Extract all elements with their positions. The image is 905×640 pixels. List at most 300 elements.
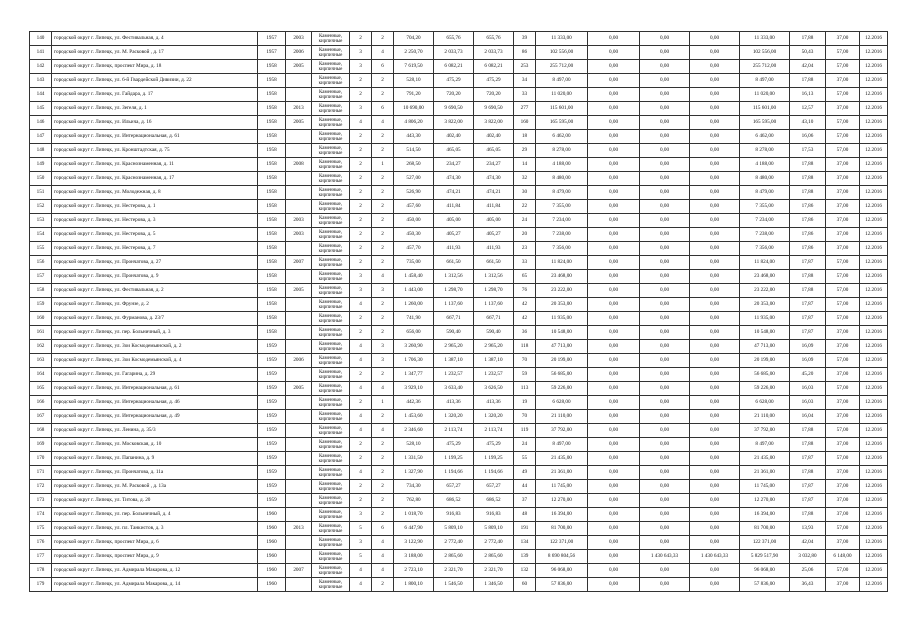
cell-regional-funds: 0,00 xyxy=(640,312,690,326)
cell-unit-cost: 3 032,80 xyxy=(790,550,826,564)
cell-total-area: 528,10 xyxy=(394,438,434,452)
cell-living-area: 405,27 xyxy=(434,228,474,242)
cell-address: городской округ г. Липецк, ул. пер. Больничный, д. 3 xyxy=(52,326,258,340)
cell-residential-area: 1 194,66 xyxy=(474,466,514,480)
table-row xyxy=(30,326,888,340)
cell-year-renovated: 2005 xyxy=(286,284,312,298)
cell-year-renovated: 2006 xyxy=(286,354,312,368)
cell-max-unit-cost: 57,00 xyxy=(826,298,860,312)
cell-residential-area: 1 232,57 xyxy=(474,368,514,382)
cell-owner-funds: 56 685,00 xyxy=(740,368,790,382)
table-row xyxy=(30,144,888,158)
cell-year-renovated: 2005 xyxy=(286,116,312,130)
table-row xyxy=(30,214,888,228)
cell-residential-area: 1 137,60 xyxy=(474,298,514,312)
cell-owner-funds: 7 234,00 xyxy=(740,214,790,228)
cell-owner-funds: 11 824,00 xyxy=(740,256,790,270)
cell-planned-date: 12.2016 xyxy=(860,242,888,256)
cell-living-area: 1 387,10 xyxy=(434,354,474,368)
cell-total-cost: 8 497,00 xyxy=(536,438,588,452)
cell-total-area: 6 447,90 xyxy=(394,522,434,536)
cell-total-cost: 11 020,00 xyxy=(536,88,588,102)
cell-residential-area: 2 865,60 xyxy=(474,550,514,564)
cell-wall-material: Каменные, кирпичные xyxy=(312,466,350,480)
cell-regional-funds: 0,00 xyxy=(640,298,690,312)
cell-year-renovated: 2003 xyxy=(286,32,312,46)
cell-row-number: 179 xyxy=(30,578,52,592)
cell-wall-material: Каменные, кирпичные xyxy=(312,522,350,536)
cell-federal-funds: 0,00 xyxy=(588,326,640,340)
cell-entrances: 6 xyxy=(372,60,394,74)
cell-year-renovated xyxy=(286,144,312,158)
cell-residential-area: 590,40 xyxy=(474,326,514,340)
cell-address: городской округ г. Липецк, ул. Адмирала Макарова, д. 14 xyxy=(52,578,258,592)
cell-living-area: 1 320,20 xyxy=(434,410,474,424)
cell-owner-funds: 96 068,00 xyxy=(740,564,790,578)
cell-federal-funds: 0,00 xyxy=(588,214,640,228)
cell-floors: 4 xyxy=(350,354,372,368)
cell-regional-funds: 0,00 xyxy=(640,60,690,74)
cell-federal-funds: 0,00 xyxy=(588,270,640,284)
cell-row-number: 144 xyxy=(30,88,52,102)
cell-total-area: 735,00 xyxy=(394,256,434,270)
cell-municipal-funds: 0,00 xyxy=(690,74,740,88)
cell-residents: 132 xyxy=(514,564,536,578)
cell-residents: 29 xyxy=(514,144,536,158)
cell-regional-funds: 0,00 xyxy=(640,564,690,578)
cell-wall-material: Каменные, кирпичные xyxy=(312,158,350,172)
cell-row-number: 146 xyxy=(30,116,52,130)
cell-total-area: 514,50 xyxy=(394,144,434,158)
cell-year-renovated xyxy=(286,130,312,144)
cell-municipal-funds: 0,00 xyxy=(690,144,740,158)
cell-planned-date: 12.2016 xyxy=(860,564,888,578)
cell-municipal-funds: 0,00 xyxy=(690,340,740,354)
cell-unit-cost: 17,88 xyxy=(790,158,826,172)
cell-total-cost: 11 935,00 xyxy=(536,312,588,326)
cell-unit-cost: 16,13 xyxy=(790,88,826,102)
cell-regional-funds: 0,00 xyxy=(640,74,690,88)
cell-total-area: 1 706,30 xyxy=(394,354,434,368)
cell-living-area: 3 822,00 xyxy=(434,116,474,130)
cell-floors: 2 xyxy=(350,158,372,172)
cell-wall-material: Каменные, кирпичные xyxy=(312,270,350,284)
cell-total-area: 3 929,10 xyxy=(394,382,434,396)
cell-max-unit-cost: 37,00 xyxy=(826,32,860,46)
cell-year-built: 1958 xyxy=(258,312,286,326)
cell-year-built: 1959 xyxy=(258,382,286,396)
cell-regional-funds: 1 430 643,33 xyxy=(640,550,690,564)
cell-max-unit-cost: 57,00 xyxy=(826,424,860,438)
cell-residential-area: 655,76 xyxy=(474,32,514,46)
cell-owner-funds: 21 361,00 xyxy=(740,466,790,480)
cell-living-area: 474,30 xyxy=(434,172,474,186)
cell-municipal-funds: 0,00 xyxy=(690,536,740,550)
cell-total-cost: 6 628,00 xyxy=(536,396,588,410)
cell-total-cost: 23 222,00 xyxy=(536,284,588,298)
cell-owner-funds: 11 935,00 xyxy=(740,312,790,326)
cell-entrances: 4 xyxy=(372,424,394,438)
cell-row-number: 175 xyxy=(30,522,52,536)
cell-row-number: 164 xyxy=(30,368,52,382)
cell-floors: 2 xyxy=(350,494,372,508)
cell-planned-date: 12.2016 xyxy=(860,74,888,88)
cell-max-unit-cost: 37,00 xyxy=(826,508,860,522)
cell-floors: 4 xyxy=(350,424,372,438)
cell-row-number: 150 xyxy=(30,172,52,186)
cell-total-cost: 21 361,00 xyxy=(536,466,588,480)
table-row xyxy=(30,522,888,536)
cell-floors: 4 xyxy=(350,116,372,130)
cell-floors: 2 xyxy=(350,88,372,102)
cell-planned-date: 12.2016 xyxy=(860,452,888,466)
cell-year-renovated: 2005 xyxy=(286,60,312,74)
cell-residents: 44 xyxy=(514,480,536,494)
cell-federal-funds: 0,00 xyxy=(588,130,640,144)
cell-planned-date: 12.2016 xyxy=(860,494,888,508)
table-row xyxy=(30,550,888,564)
cell-total-cost: 20 199,00 xyxy=(536,354,588,368)
cell-municipal-funds: 0,00 xyxy=(690,32,740,46)
cell-total-cost: 11 745,00 xyxy=(536,480,588,494)
cell-address: городской округ г. Липецк, ул. Фестивальная, д. 4 xyxy=(52,32,258,46)
cell-owner-funds: 255 712,00 xyxy=(740,60,790,74)
table-row xyxy=(30,410,888,424)
cell-max-unit-cost: 57,00 xyxy=(826,130,860,144)
cell-living-area: 2 965,20 xyxy=(434,340,474,354)
cell-living-area: 661,50 xyxy=(434,256,474,270)
cell-living-area: 405,00 xyxy=(434,214,474,228)
cell-row-number: 147 xyxy=(30,130,52,144)
cell-owner-funds: 5 829 517,90 xyxy=(740,550,790,564)
cell-planned-date: 12.2016 xyxy=(860,60,888,74)
cell-municipal-funds: 0,00 xyxy=(690,410,740,424)
cell-year-renovated: 2003 xyxy=(286,228,312,242)
cell-floors: 3 xyxy=(350,270,372,284)
cell-living-area: 9 690,50 xyxy=(434,102,474,116)
cell-address: городской округ г. Липецк, ул. Зои Космодемьянской, д. 4 xyxy=(52,354,258,368)
cell-planned-date: 12.2016 xyxy=(860,298,888,312)
cell-municipal-funds: 0,00 xyxy=(690,368,740,382)
cell-entrances: 2 xyxy=(372,186,394,200)
cell-residents: 39 xyxy=(514,32,536,46)
cell-row-number: 176 xyxy=(30,536,52,550)
cell-address: городской округ г. Липецк, проспект Мира, д. 9 xyxy=(52,550,258,564)
cell-floors: 4 xyxy=(350,340,372,354)
cell-residential-area: 3 822,00 xyxy=(474,116,514,130)
cell-unit-cost: 17,88 xyxy=(790,172,826,186)
cell-entrances: 2 xyxy=(372,130,394,144)
cell-max-unit-cost: 57,00 xyxy=(826,144,860,158)
cell-living-area: 1 137,60 xyxy=(434,298,474,312)
cell-municipal-funds: 0,00 xyxy=(690,312,740,326)
cell-floors: 2 xyxy=(350,452,372,466)
cell-federal-funds: 0,00 xyxy=(588,396,640,410)
cell-federal-funds: 0,00 xyxy=(588,452,640,466)
cell-year-built: 1959 xyxy=(258,480,286,494)
cell-unit-cost: 17,86 xyxy=(790,200,826,214)
cell-municipal-funds: 0,00 xyxy=(690,270,740,284)
cell-residential-area: 661,50 xyxy=(474,256,514,270)
cell-federal-funds: 0,00 xyxy=(588,46,640,60)
cell-residential-area: 667,71 xyxy=(474,312,514,326)
cell-wall-material: Каменные, кирпичные xyxy=(312,130,350,144)
cell-unit-cost: 17,87 xyxy=(790,312,826,326)
cell-address: городской округ г. Липецк, ул. М. Расковой , д. 13а xyxy=(52,480,258,494)
cell-residents: 118 xyxy=(514,340,536,354)
cell-unit-cost: 17,88 xyxy=(790,508,826,522)
cell-year-renovated xyxy=(286,578,312,592)
cell-regional-funds: 0,00 xyxy=(640,340,690,354)
cell-total-cost: 7 355,00 xyxy=(536,200,588,214)
cell-total-cost: 81 700,00 xyxy=(536,522,588,536)
cell-regional-funds: 0,00 xyxy=(640,158,690,172)
cell-total-area: 442,36 xyxy=(394,396,434,410)
cell-municipal-funds: 0,00 xyxy=(690,326,740,340)
cell-living-area: 2 772,40 xyxy=(434,536,474,550)
cell-entrances: 4 xyxy=(372,382,394,396)
cell-max-unit-cost: 57,00 xyxy=(826,256,860,270)
cell-total-cost: 16 394,00 xyxy=(536,508,588,522)
cell-floors: 2 xyxy=(350,228,372,242)
cell-living-area: 2 033,73 xyxy=(434,46,474,60)
cell-max-unit-cost: 37,00 xyxy=(826,368,860,382)
cell-living-area: 1 312,56 xyxy=(434,270,474,284)
cell-municipal-funds: 0,00 xyxy=(690,354,740,368)
cell-residential-area: 5 809,10 xyxy=(474,522,514,536)
cell-floors: 4 xyxy=(350,578,372,592)
cell-floors: 2 xyxy=(350,200,372,214)
cell-total-area: 528,10 xyxy=(394,74,434,88)
cell-residential-area: 402,40 xyxy=(474,130,514,144)
cell-year-built: 1959 xyxy=(258,340,286,354)
cell-row-number: 173 xyxy=(30,494,52,508)
cell-floors: 4 xyxy=(350,410,372,424)
cell-planned-date: 12.2016 xyxy=(860,88,888,102)
cell-row-number: 160 xyxy=(30,312,52,326)
cell-regional-funds: 0,00 xyxy=(640,480,690,494)
cell-municipal-funds: 0,00 xyxy=(690,466,740,480)
cell-year-renovated: 2003 xyxy=(286,214,312,228)
cell-owner-funds: 59 226,00 xyxy=(740,382,790,396)
cell-max-unit-cost: 57,00 xyxy=(826,116,860,130)
cell-row-number: 161 xyxy=(30,326,52,340)
cell-wall-material: Каменные, кирпичные xyxy=(312,186,350,200)
cell-owner-funds: 7 238,00 xyxy=(740,228,790,242)
cell-planned-date: 12.2016 xyxy=(860,186,888,200)
cell-total-area: 2 723,10 xyxy=(394,564,434,578)
cell-federal-funds: 0,00 xyxy=(588,438,640,452)
cell-max-unit-cost: 37,00 xyxy=(826,466,860,480)
cell-residents: 24 xyxy=(514,214,536,228)
cell-federal-funds: 0,00 xyxy=(588,340,640,354)
cell-year-built: 1958 xyxy=(258,228,286,242)
cell-municipal-funds: 0,00 xyxy=(690,88,740,102)
cell-entrances: 1 xyxy=(372,396,394,410)
cell-municipal-funds: 0,00 xyxy=(690,158,740,172)
cell-total-area: 10 690,00 xyxy=(394,102,434,116)
cell-total-area: 791,20 xyxy=(394,88,434,102)
cell-row-number: 167 xyxy=(30,410,52,424)
cell-total-cost: 11 333,00 xyxy=(536,32,588,46)
cell-living-area: 413,36 xyxy=(434,396,474,410)
cell-total-cost: 4 188,00 xyxy=(536,158,588,172)
cell-total-cost: 8 497,00 xyxy=(536,74,588,88)
cell-address: городской округ г. Липецк, ул. М. Расковой , д. 17 xyxy=(52,46,258,60)
cell-year-renovated xyxy=(286,396,312,410)
cell-residential-area: 413,36 xyxy=(474,396,514,410)
cell-residential-area: 475,29 xyxy=(474,74,514,88)
cell-municipal-funds: 0,00 xyxy=(690,480,740,494)
cell-total-area: 1 347,77 xyxy=(394,368,434,382)
cell-living-area: 2 865,60 xyxy=(434,550,474,564)
cell-regional-funds: 0,00 xyxy=(640,410,690,424)
cell-municipal-funds: 0,00 xyxy=(690,186,740,200)
cell-residents: 139 xyxy=(514,550,536,564)
cell-total-area: 1 458,40 xyxy=(394,270,434,284)
table-row xyxy=(30,312,888,326)
cell-max-unit-cost: 57,00 xyxy=(826,270,860,284)
cell-wall-material: Каменные, кирпичные xyxy=(312,368,350,382)
cell-total-area: 526,90 xyxy=(394,186,434,200)
table-row xyxy=(30,256,888,270)
cell-entrances: 2 xyxy=(372,326,394,340)
cell-max-unit-cost: 57,00 xyxy=(826,60,860,74)
cell-regional-funds: 0,00 xyxy=(640,214,690,228)
cell-regional-funds: 0,00 xyxy=(640,270,690,284)
cell-row-number: 171 xyxy=(30,466,52,480)
cell-regional-funds: 0,00 xyxy=(640,186,690,200)
cell-owner-funds: 8 480,00 xyxy=(740,172,790,186)
cell-planned-date: 12.2016 xyxy=(860,158,888,172)
cell-regional-funds: 0,00 xyxy=(640,466,690,480)
cell-planned-date: 12.2016 xyxy=(860,578,888,592)
cell-wall-material: Каменные, кирпичные xyxy=(312,564,350,578)
cell-total-area: 1 800,10 xyxy=(394,578,434,592)
cell-entrances: 2 xyxy=(372,74,394,88)
cell-row-number: 170 xyxy=(30,452,52,466)
cell-max-unit-cost: 57,00 xyxy=(826,564,860,578)
cell-municipal-funds: 0,00 xyxy=(690,298,740,312)
cell-max-unit-cost: 37,00 xyxy=(826,186,860,200)
cell-residents: 134 xyxy=(514,536,536,550)
cell-residential-area: 1 312,56 xyxy=(474,270,514,284)
cell-year-built: 1958 xyxy=(258,214,286,228)
cell-living-area: 475,29 xyxy=(434,74,474,88)
cell-floors: 3 xyxy=(350,284,372,298)
cell-year-built: 1958 xyxy=(258,298,286,312)
cell-year-renovated xyxy=(286,326,312,340)
cell-max-unit-cost: 57,00 xyxy=(826,88,860,102)
cell-federal-funds: 0,00 xyxy=(588,228,640,242)
cell-living-area: 667,71 xyxy=(434,312,474,326)
cell-municipal-funds: 0,00 xyxy=(690,578,740,592)
cell-address: городской округ г. Липецк, ул. Фестивальная, д. 2 xyxy=(52,284,258,298)
cell-year-renovated xyxy=(286,536,312,550)
cell-unit-cost: 17,86 xyxy=(790,242,826,256)
cell-address: городской округ г. Липецк, ул. пл. Танкистов, д. 3 xyxy=(52,522,258,536)
cell-residential-area: 6 082,21 xyxy=(474,60,514,74)
cell-owner-funds: 20 199,00 xyxy=(740,354,790,368)
cell-address: городской округ г. Липецк, ул. 6-й Гвардейской Дивизии, д. 22 xyxy=(52,74,258,88)
cell-total-area: 3 260,90 xyxy=(394,340,434,354)
cell-entrances: 2 xyxy=(372,368,394,382)
cell-unit-cost: 42,04 xyxy=(790,536,826,550)
cell-regional-funds: 0,00 xyxy=(640,256,690,270)
cell-owner-funds: 7 356,00 xyxy=(740,242,790,256)
cell-owner-funds: 102 556,00 xyxy=(740,46,790,60)
cell-planned-date: 12.2016 xyxy=(860,438,888,452)
cell-regional-funds: 0,00 xyxy=(640,32,690,46)
cell-address: городской округ г. Липецк, ул. Краснознаменная, д. 11 xyxy=(52,158,258,172)
cell-residents: 113 xyxy=(514,382,536,396)
cell-federal-funds: 0,00 xyxy=(588,200,640,214)
cell-federal-funds: 0,00 xyxy=(588,298,640,312)
cell-year-renovated xyxy=(286,312,312,326)
table-row xyxy=(30,172,888,186)
cell-address: городской округ г. Липецк, ул. Ильича, д. 16 xyxy=(52,116,258,130)
cell-address: городской округ г. Липецк, ул. Московская, д. 10 xyxy=(52,438,258,452)
cell-wall-material: Каменные, кирпичные xyxy=(312,32,350,46)
cell-max-unit-cost: 57,00 xyxy=(826,382,860,396)
cell-residents: 65 xyxy=(514,270,536,284)
cell-year-built: 1958 xyxy=(258,88,286,102)
cell-residential-area: 475,29 xyxy=(474,438,514,452)
cell-year-renovated xyxy=(286,186,312,200)
cell-living-area: 1 298,70 xyxy=(434,284,474,298)
cell-address: городской округ г. Липецк, ул. Фурманова, д. 23/7 xyxy=(52,312,258,326)
cell-address: городской округ г. Липецк, ул. Зегеля, д. 1 xyxy=(52,102,258,116)
cell-entrances: 2 xyxy=(372,256,394,270)
cell-wall-material: Каменные, кирпичные xyxy=(312,550,350,564)
cell-living-area: 657,27 xyxy=(434,480,474,494)
cell-owner-funds: 11 333,00 xyxy=(740,32,790,46)
cell-row-number: 148 xyxy=(30,144,52,158)
cell-total-cost: 115 601,00 xyxy=(536,102,588,116)
cell-floors: 3 xyxy=(350,60,372,74)
cell-total-area: 734,30 xyxy=(394,480,434,494)
cell-living-area: 720,20 xyxy=(434,88,474,102)
cell-unit-cost: 17,88 xyxy=(790,438,826,452)
table-row xyxy=(30,74,888,88)
cell-year-renovated xyxy=(286,410,312,424)
cell-residents: 70 xyxy=(514,354,536,368)
table-row xyxy=(30,102,888,116)
cell-max-unit-cost: 37,00 xyxy=(826,172,860,186)
cell-living-area: 655,76 xyxy=(434,32,474,46)
cell-address: городской округ г. Липецк, ул. Прончатова, д. 11а xyxy=(52,466,258,480)
cell-row-number: 158 xyxy=(30,284,52,298)
cell-row-number: 178 xyxy=(30,564,52,578)
cell-living-area: 916,83 xyxy=(434,508,474,522)
cell-unit-cost: 16,04 xyxy=(790,410,826,424)
cell-year-renovated xyxy=(286,298,312,312)
cell-wall-material: Каменные, кирпичные xyxy=(312,46,350,60)
cell-row-number: 143 xyxy=(30,74,52,88)
cell-wall-material: Каменные, кирпичные xyxy=(312,60,350,74)
cell-municipal-funds: 0,00 xyxy=(690,452,740,466)
cell-unit-cost: 17,86 xyxy=(790,228,826,242)
cell-regional-funds: 0,00 xyxy=(640,522,690,536)
cell-year-renovated xyxy=(286,74,312,88)
cell-owner-funds: 122 371,00 xyxy=(740,536,790,550)
cell-owner-funds: 81 700,00 xyxy=(740,522,790,536)
cell-total-area: 762,80 xyxy=(394,494,434,508)
cell-floors: 2 xyxy=(350,74,372,88)
cell-max-unit-cost: 37,00 xyxy=(826,214,860,228)
cell-residential-area: 1 298,70 xyxy=(474,284,514,298)
cell-owner-funds: 165 595,00 xyxy=(740,116,790,130)
